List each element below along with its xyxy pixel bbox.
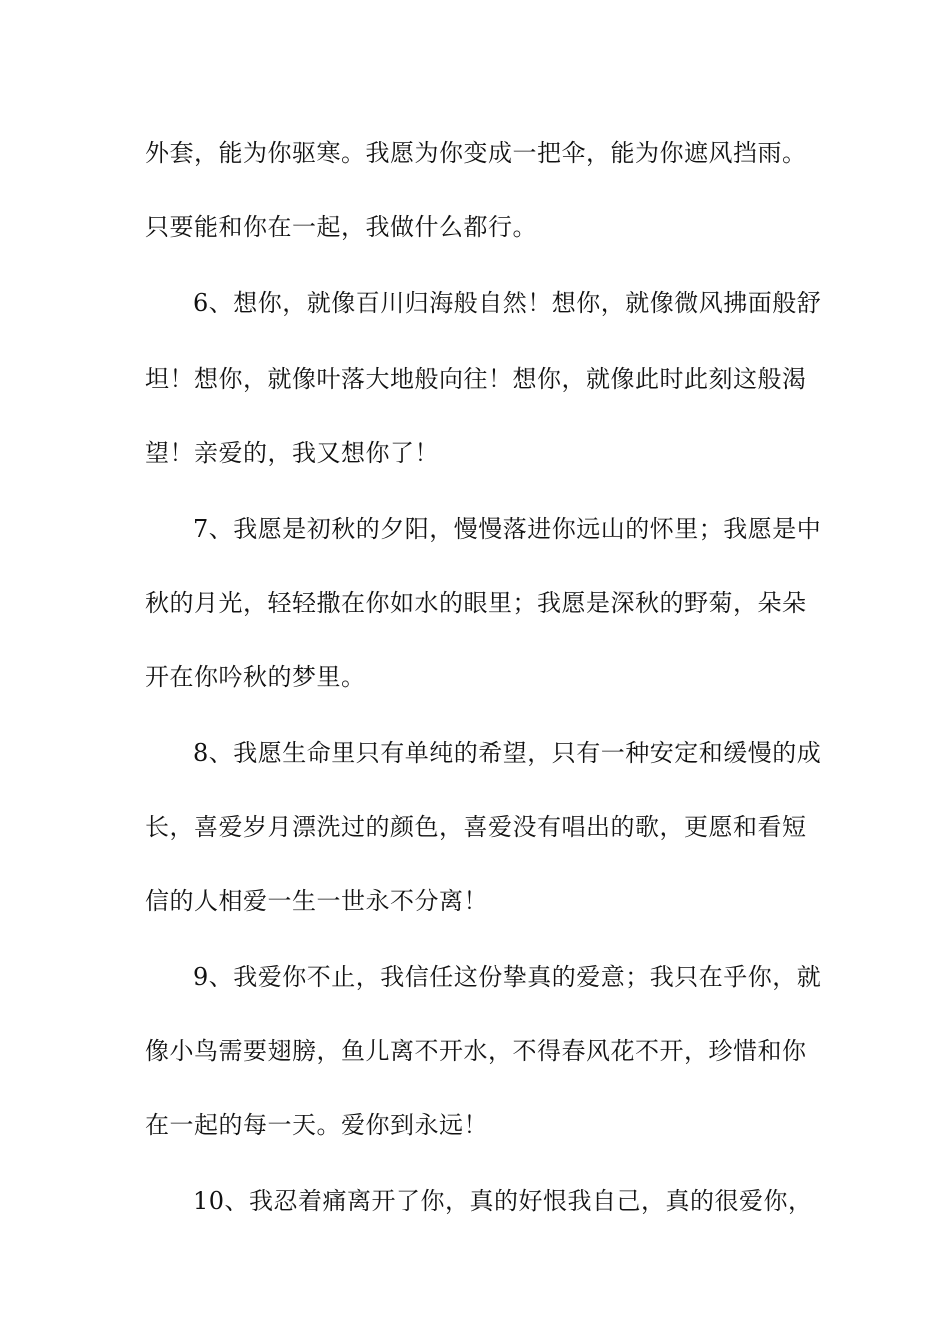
paragraph-5-line-1: 外套，能为你驱寒。我愿为你变成一把伞，能为你遮风挡雨。: [145, 139, 807, 167]
paragraph-10-line-1: 10、我忍着痛离开了你，真的好恨我自己，真的很爱你，: [193, 1187, 813, 1215]
paragraph-6-line-2: 坦！想你，就像叶落大地般向往！想你，就像此时此刻这般渴: [145, 365, 807, 393]
paragraph-9-line-2: 像小鸟需要翅膀，鱼儿离不开水，不得春风花不开，珍惜和你: [145, 1037, 807, 1065]
paragraph-7-line-2: 秋的月光，轻轻撒在你如水的眼里；我愿是深秋的野菊，朵朵: [145, 589, 807, 617]
paragraph-9-line-3: 在一起的每一天。爱你到永远！: [145, 1111, 488, 1139]
paragraph-8-line-2: 长，喜爱岁月漂洗过的颜色，喜爱没有唱出的歌，更愿和看短: [145, 813, 807, 841]
paragraph-6-line-3: 望！亲爱的，我又想你了！: [145, 439, 439, 467]
paragraph-6-line-1: 6、想你，就像百川归海般自然！想你，就像微风拂面般舒: [193, 289, 822, 317]
paragraph-8-line-1: 8、我愿生命里只有单纯的希望，只有一种安定和缓慢的成: [193, 739, 822, 767]
paragraph-7-line-3: 开在你吟秋的梦里。: [145, 663, 366, 691]
paragraph-8-line-3: 信的人相爱一生一世永不分离！: [145, 887, 488, 915]
paragraph-5-line-2: 只要能和你在一起，我做什么都行。: [145, 213, 537, 241]
paragraph-9-line-1: 9、我爱你不止，我信任这份挚真的爱意；我只在乎你，就: [193, 963, 822, 991]
paragraph-7-line-1: 7、我愿是初秋的夕阳，慢慢落进你远山的怀里；我愿是中: [193, 515, 822, 543]
